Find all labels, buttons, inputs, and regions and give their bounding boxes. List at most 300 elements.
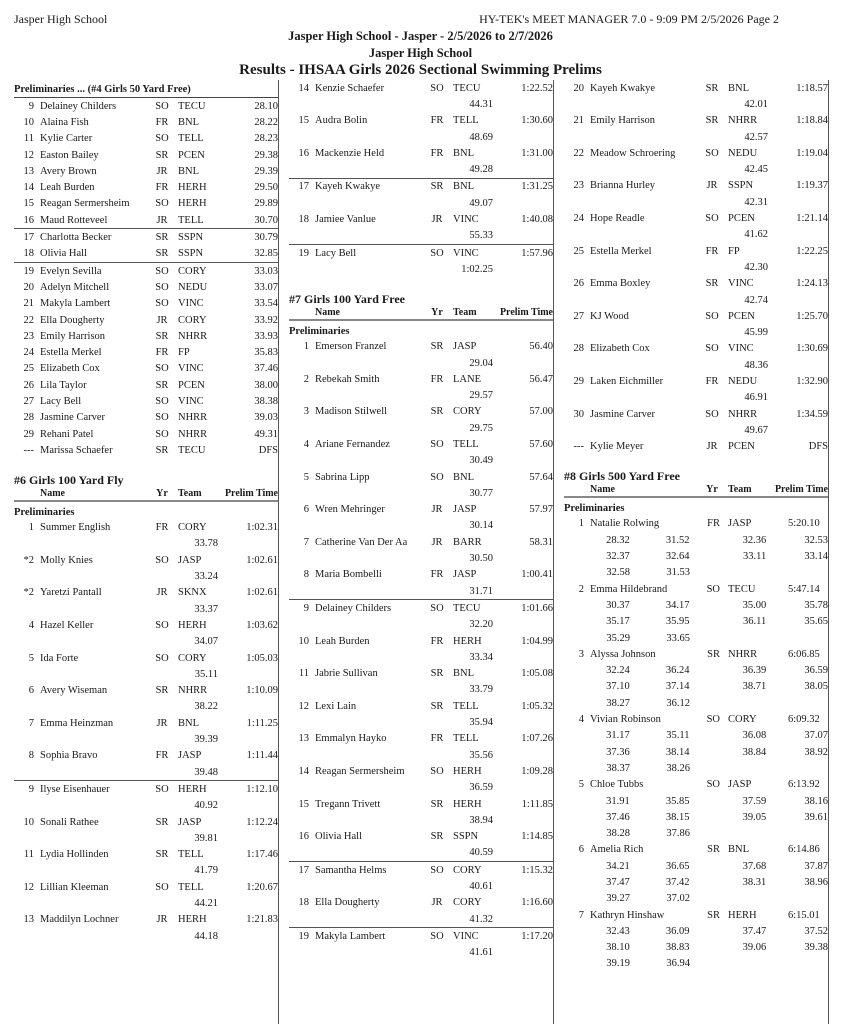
prelim-time: 33.93 <box>254 330 278 342</box>
swimmer-name: Jamiee Vanlue <box>315 214 376 226</box>
place: 13 <box>23 165 34 177</box>
result-row <box>14 163 278 179</box>
split-row <box>564 956 828 972</box>
header-name: Name <box>315 306 340 318</box>
year: SO <box>706 779 720 791</box>
place: 5 <box>28 652 34 664</box>
swimmer-name: Brianna Hurley <box>590 180 656 192</box>
year: SR <box>430 341 444 353</box>
place: 16 <box>298 147 309 159</box>
place: 10 <box>23 816 34 828</box>
year: SO <box>430 930 444 942</box>
result-row <box>289 633 553 649</box>
split-time: 30.49 <box>469 455 493 467</box>
split-row <box>564 825 828 841</box>
place: 15 <box>23 198 34 210</box>
column-headers <box>289 307 553 321</box>
split-time: 42.74 <box>744 294 768 306</box>
place: 14 <box>23 182 34 194</box>
place: 30 <box>573 408 584 420</box>
year: SR <box>155 444 169 456</box>
team: CORY <box>178 522 207 534</box>
place: 12 <box>298 700 309 712</box>
split-row <box>564 292 828 308</box>
split-time: 38.15 <box>665 811 690 823</box>
swimmer-name: Estella Merkel <box>40 347 102 359</box>
split-time: 29.04 <box>469 357 493 369</box>
place: 23 <box>23 330 34 342</box>
split-time: 49.28 <box>469 164 493 176</box>
split-row <box>289 387 553 403</box>
place: 9 <box>303 602 309 614</box>
split-time: 37.42 <box>665 877 690 888</box>
split-time: 35.85 <box>665 795 690 807</box>
prelim-time: 57.97 <box>529 504 553 516</box>
place: 26 <box>573 278 584 290</box>
result-row <box>14 212 278 228</box>
place: 9 <box>28 783 34 795</box>
place: 10 <box>23 116 34 128</box>
place: 23 <box>573 180 584 192</box>
split-time: 36.08 <box>742 730 767 742</box>
swimmer-name: Kayeh Kwakye <box>315 181 381 193</box>
split-row <box>14 568 278 584</box>
split-time: 37.36 <box>606 746 630 758</box>
split-time: 32.43 <box>606 925 630 937</box>
prelim-time: 1:19.04 <box>796 147 828 159</box>
swimmer-name: Delainey Childers <box>315 602 392 614</box>
split-time: 37.47 <box>742 925 767 937</box>
split-row <box>289 649 553 665</box>
year: SR <box>705 82 719 94</box>
place: 29 <box>573 375 584 387</box>
prelim-time: 1:25.70 <box>796 310 828 322</box>
prelim-time: 38.38 <box>254 395 278 407</box>
split-time: 42.57 <box>744 131 768 143</box>
result-row <box>289 666 553 682</box>
result-row <box>564 516 828 532</box>
result-row <box>14 262 278 279</box>
meet-title: Jasper High School - Jasper - 2/5/2026 to 2/7/2026 <box>288 29 553 43</box>
split-time: 39.05 <box>742 811 767 823</box>
team: CORY <box>178 314 207 326</box>
result-row <box>14 650 278 666</box>
result-row <box>14 912 278 928</box>
swimmer-name: Maud Rotteveel <box>40 214 108 226</box>
swimmer-name: Wren Mehringer <box>315 504 385 516</box>
split-row <box>564 390 828 406</box>
split-row <box>564 744 828 760</box>
split-time: 28.32 <box>606 534 630 546</box>
split-time: 35.11 <box>666 730 690 742</box>
result-row <box>289 828 553 844</box>
team: VINC <box>178 363 204 375</box>
year: FR <box>430 147 444 159</box>
result-row <box>564 907 828 923</box>
team: BNL <box>453 181 474 193</box>
prelim-time: 5:20.10 <box>788 518 820 530</box>
prelim-time: 1:17.46 <box>246 849 278 861</box>
page-header-left: Jasper High School <box>14 12 108 26</box>
team: VINC <box>453 247 479 259</box>
place: 6 <box>28 685 34 697</box>
split-row <box>289 617 553 633</box>
result-row <box>564 113 828 129</box>
split-row <box>289 485 553 501</box>
place: --- <box>573 441 584 453</box>
swimmer-name: Emmalyn Hayko <box>315 733 387 745</box>
split-row <box>289 812 553 828</box>
split-time: 44.21 <box>194 898 218 909</box>
prelim-time: 1:32.90 <box>796 375 828 387</box>
year: SR <box>707 844 720 856</box>
result-row <box>14 715 278 731</box>
prelim-time: 6:06.85 <box>788 648 820 660</box>
prelim-time: 29.89 <box>254 198 278 210</box>
prelim-time: 1:05.08 <box>521 668 553 680</box>
result-row <box>14 683 278 699</box>
result-row <box>289 731 553 747</box>
year: FR <box>155 182 169 194</box>
swimmer-name: Ella Dougherty <box>40 314 105 326</box>
split-time: 44.18 <box>194 930 218 942</box>
place: 1 <box>578 518 584 530</box>
prelim-time: 1:05.03 <box>246 652 278 664</box>
swimmer-name: Kenzie Schaefer <box>315 82 385 94</box>
meet-host: Jasper High School <box>368 46 473 60</box>
prelim-time: 1:22.52 <box>521 82 553 94</box>
split-row <box>564 129 828 145</box>
year: SR <box>430 831 444 843</box>
result-row <box>289 404 553 420</box>
team: PCEN <box>178 149 205 161</box>
prelim-time: 1:11.85 <box>521 798 553 810</box>
team: HERH <box>178 783 207 795</box>
swimmer-name: Charlotta Becker <box>40 232 112 244</box>
team: PCEN <box>728 213 755 225</box>
result-row <box>564 80 828 96</box>
split-time: 37.59 <box>742 795 767 807</box>
split-time: 37.10 <box>606 681 630 693</box>
split-time: 38.71 <box>742 681 767 693</box>
swimmer-name: Ariane Fernandez <box>315 438 390 450</box>
team: SSPN <box>178 248 204 260</box>
swimmer-name: Samantha Helms <box>315 864 387 876</box>
result-row <box>14 617 278 633</box>
place: 27 <box>573 310 584 322</box>
prelim-time: 1:07.26 <box>521 733 553 745</box>
split-row <box>564 532 828 548</box>
swimmer-name: Emma Heinzman <box>40 717 114 729</box>
split-time: 35.78 <box>804 599 828 611</box>
year: FR <box>155 347 169 359</box>
team: BNL <box>728 82 749 94</box>
swimmer-name: Makyla Lambert <box>40 298 111 310</box>
header-team: Team <box>728 483 752 495</box>
place: 22 <box>23 314 34 326</box>
swimmer-name: Marissa Schaefer <box>40 444 113 456</box>
team: TELL <box>453 115 479 127</box>
prelim-time: 58.31 <box>529 536 553 548</box>
split-row <box>564 194 828 210</box>
prelim-time: 49.31 <box>254 428 278 440</box>
place: 29 <box>23 428 34 440</box>
place: 19 <box>298 930 309 942</box>
result-row <box>14 780 278 797</box>
team: JASP <box>453 504 477 516</box>
place: 4 <box>28 619 34 631</box>
team: TELL <box>453 700 479 712</box>
split-time: 35.94 <box>469 717 493 729</box>
result-row <box>14 846 278 862</box>
split-time: 40.59 <box>469 847 493 859</box>
team: VINC <box>178 298 204 310</box>
place: *2 <box>23 587 34 599</box>
split-time: 35.00 <box>742 599 767 611</box>
split-time: 40.61 <box>469 881 493 892</box>
prelim-time: 1:10.09 <box>246 685 278 697</box>
result-row <box>289 763 553 779</box>
swimmer-name: Makyla Lambert <box>315 930 386 942</box>
place: 18 <box>23 248 34 260</box>
prelim-time: DFS <box>808 441 828 453</box>
place: 13 <box>298 733 309 745</box>
place: 24 <box>23 347 34 359</box>
team: PCEN <box>178 379 205 391</box>
place: 18 <box>298 214 309 226</box>
place: 9 <box>28 100 34 112</box>
split-time: 39.48 <box>194 766 218 778</box>
result-row <box>289 469 553 485</box>
team: NHRR <box>728 408 758 420</box>
year: JR <box>156 914 168 926</box>
result-row <box>289 178 553 195</box>
place: 8 <box>28 750 34 762</box>
team: TECU <box>453 82 481 94</box>
place: 5 <box>578 779 584 791</box>
year: SO <box>155 395 169 407</box>
place: 4 <box>303 438 309 450</box>
split-row <box>564 565 828 581</box>
header-yr: Yr <box>706 483 718 495</box>
swimmer-name: Alaina Fish <box>40 116 89 128</box>
split-time: 33.65 <box>666 632 690 644</box>
split-row <box>564 422 828 438</box>
team: BNL <box>728 844 749 856</box>
team: SSPN <box>728 180 754 192</box>
result-row <box>14 147 278 163</box>
split-row <box>564 357 828 373</box>
prelim-time: 1:18.57 <box>796 82 828 94</box>
split-time: 33.11 <box>742 551 767 563</box>
year: FR <box>430 115 444 127</box>
prelim-time: 56.40 <box>529 341 553 353</box>
swimmer-name: Reagan Sermersheim <box>315 765 405 777</box>
result-row <box>14 279 278 295</box>
result-row <box>564 145 828 161</box>
split-time: 31.91 <box>606 795 630 807</box>
team: HERH <box>178 914 207 926</box>
swimmer-name: Avery Brown <box>40 165 97 177</box>
split-time: 33.24 <box>194 571 218 583</box>
place: 6 <box>303 504 309 516</box>
prelim-time: 57.60 <box>529 438 553 450</box>
prelim-time: 1:24.13 <box>796 278 828 290</box>
split-row <box>289 945 553 961</box>
split-time: 31.71 <box>469 585 493 597</box>
split-time: 31.17 <box>606 730 630 742</box>
result-row <box>564 711 828 727</box>
split-row <box>289 878 553 894</box>
prelim-time: 1:01.66 <box>521 602 553 614</box>
split-time: 38.96 <box>804 877 828 888</box>
prelim-time: 1:00.41 <box>521 569 553 581</box>
place: *2 <box>23 554 34 566</box>
swimmer-name: Jabrie Sullivan <box>315 668 378 680</box>
event-continued-label: Preliminaries ... (#4 Girls 50 Yard Free) <box>14 80 278 98</box>
result-row <box>564 406 828 422</box>
prelim-time: 1:02.31 <box>246 522 278 534</box>
split-row <box>14 536 278 552</box>
year: SR <box>707 909 720 921</box>
result-row <box>564 243 828 259</box>
place: 1 <box>303 341 309 353</box>
prelim-time: 29.38 <box>254 149 278 161</box>
team: BARR <box>453 536 482 548</box>
year: SO <box>155 428 169 440</box>
result-row <box>289 211 553 227</box>
prelim-time: 6:13.92 <box>788 779 820 791</box>
year: SO <box>430 765 444 777</box>
prelim-time: 1:11.25 <box>246 717 278 729</box>
result-row <box>564 373 828 389</box>
team: PCEN <box>728 441 755 453</box>
place: 11 <box>23 133 34 145</box>
swimmer-name: Lillian Kleeman <box>40 881 109 893</box>
place: 14 <box>298 765 309 777</box>
swimmer-name: Leah Burden <box>315 635 370 647</box>
year: SO <box>155 652 169 664</box>
split-time: 35.17 <box>606 616 630 628</box>
header-yr: Yr <box>431 306 443 318</box>
team: SSPN <box>178 232 204 244</box>
team: SKNX <box>178 587 207 599</box>
swimmer-name: Mackenzie Held <box>315 147 385 159</box>
split-time: 38.94 <box>469 814 493 826</box>
split-row <box>289 195 553 211</box>
year: FR <box>705 375 719 387</box>
split-time: 36.09 <box>665 925 690 937</box>
team: FP <box>178 347 190 359</box>
year: SO <box>155 619 169 631</box>
split-row <box>14 764 278 780</box>
result-row <box>14 879 278 895</box>
team: NHRR <box>178 428 208 440</box>
result-row <box>14 246 278 262</box>
swimmer-name: Jasmine Carver <box>40 412 106 424</box>
prelim-time: 38.00 <box>254 379 278 391</box>
place: 21 <box>23 298 34 310</box>
split-time: 38.84 <box>742 746 767 758</box>
place: 6 <box>578 844 584 856</box>
result-row <box>564 308 828 324</box>
prelim-time: 29.39 <box>254 165 278 177</box>
prelim-time: 1:16.60 <box>521 897 553 909</box>
place: 25 <box>23 363 34 375</box>
place: 3 <box>303 406 309 418</box>
result-row <box>14 814 278 830</box>
split-time: 36.94 <box>666 958 690 970</box>
team: CORY <box>453 406 482 418</box>
year: FR <box>707 518 720 530</box>
preliminaries-label: Preliminaries <box>564 502 625 514</box>
result-row <box>289 861 553 878</box>
year: SO <box>155 133 169 145</box>
year: SR <box>430 700 444 712</box>
year: SO <box>155 298 169 310</box>
split-row <box>289 714 553 730</box>
swimmer-name: Elizabeth Cox <box>590 343 650 355</box>
split-time: 36.65 <box>665 860 690 872</box>
team: TELL <box>453 438 479 450</box>
team: TELL <box>178 849 204 861</box>
results-title: Results - IHSAA Girls 2026 Sectional Swimming Prelims <box>239 62 602 78</box>
split-time: 37.68 <box>742 860 767 872</box>
result-row <box>14 361 278 377</box>
split-row <box>289 453 553 469</box>
result-row <box>289 698 553 714</box>
preliminaries-label: Preliminaries <box>14 506 75 518</box>
prelim-time: 39.03 <box>254 412 278 424</box>
year: FR <box>155 522 169 534</box>
year: JR <box>156 587 168 599</box>
split-time: 32.36 <box>742 534 767 546</box>
column-headers <box>564 484 828 498</box>
split-time: 33.78 <box>194 538 218 550</box>
swimmer-name: Emily Harrison <box>590 115 656 127</box>
split-row <box>14 895 278 911</box>
split-time: 39.38 <box>804 942 828 954</box>
place: 5 <box>303 471 309 483</box>
prelim-time: 1:12.24 <box>246 816 278 828</box>
team: TELL <box>178 881 204 893</box>
result-row <box>14 131 278 147</box>
place: 19 <box>23 265 34 277</box>
split-time: 35.11 <box>194 668 218 680</box>
year: FR <box>430 733 444 745</box>
result-row <box>14 196 278 212</box>
split-row <box>564 940 828 956</box>
prelim-time: 37.46 <box>254 363 278 375</box>
prelim-time: 28.22 <box>254 116 278 128</box>
swimmer-name: Ella Dougherty <box>315 897 380 909</box>
split-row <box>14 830 278 846</box>
year: SO <box>430 471 444 483</box>
year: SR <box>155 816 169 828</box>
split-time: 37.52 <box>804 925 828 937</box>
swimmer-name: Lila Taylor <box>40 379 87 391</box>
place: 24 <box>573 213 584 225</box>
prelim-time: 1:04.99 <box>521 635 553 647</box>
result-row <box>14 328 278 344</box>
result-row <box>14 377 278 393</box>
preliminaries-label: Preliminaries <box>289 325 350 337</box>
split-time: 38.16 <box>804 795 828 807</box>
team: JASP <box>728 779 752 791</box>
team: HERH <box>453 635 482 647</box>
result-row <box>14 344 278 360</box>
team: CORY <box>728 714 757 726</box>
